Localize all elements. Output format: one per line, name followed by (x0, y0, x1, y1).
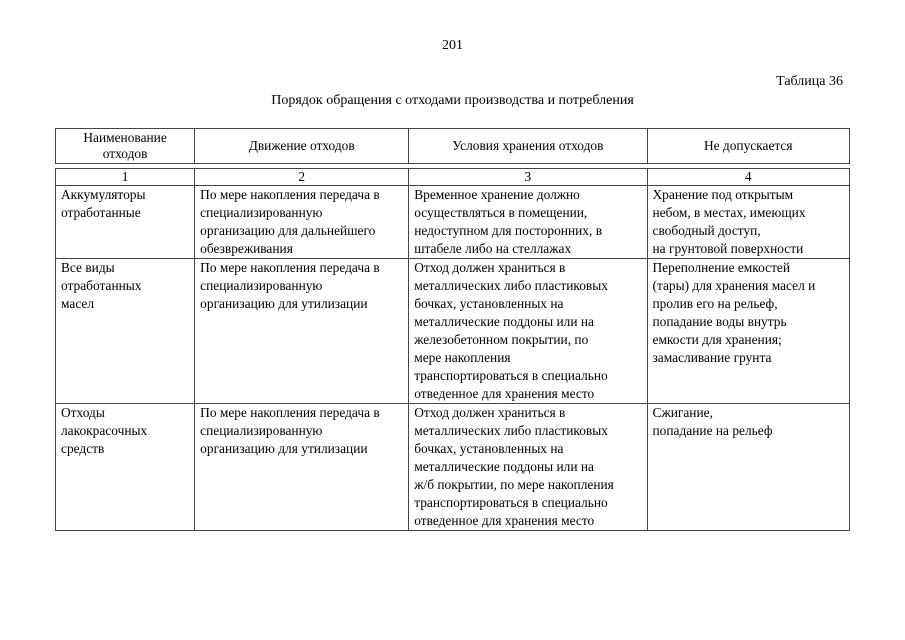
table-row-paints (56, 404, 850, 531)
cell-text-line: Движение отходов (248, 138, 355, 153)
cell-forbidden (647, 259, 849, 404)
cell-text-line: организацию для дальнейшего (200, 223, 376, 238)
cell-forbidden (647, 186, 849, 259)
cell-text-line: По мере накопления передача в (200, 187, 380, 202)
cell-text-line: транспортироваться в специально (414, 368, 608, 383)
cell-text-line: организацию для утилизации (200, 296, 368, 311)
cell-text-line: (тары) для хранения масел и (652, 278, 816, 293)
cell-text-line: отработанные (61, 205, 141, 220)
cell-text-line: отработанных (61, 278, 142, 293)
cell-text-line: отходов (102, 146, 148, 161)
cell-text-line: попадание воды внутрь (652, 314, 787, 329)
header-cell-movement (195, 129, 409, 164)
cell-text-line: транспортироваться в специально (414, 495, 608, 510)
cell-forbidden (647, 404, 849, 531)
cell-text-line: пролив его на рельеф, (652, 296, 778, 311)
cell-text-line: масел (61, 296, 95, 311)
cell-movement (195, 259, 409, 404)
cell-text-line: Отход должен храниться в (414, 260, 566, 275)
cell-text-line: Аккумуляторы (61, 187, 146, 202)
cell-text-line: По мере накопления передача в (200, 405, 380, 420)
table-title: Порядок обращения с отходами производства и потребления (271, 93, 634, 108)
table-row-oils (56, 259, 850, 404)
header-cell-name (56, 129, 195, 164)
cell-text-line: Временное хранение должно (414, 187, 580, 202)
cell-text-line: осуществляться в помещении, (414, 205, 588, 220)
cell-text-line: Не допускается (703, 138, 793, 153)
cell-text-line: Сжигание, (652, 405, 713, 420)
cell-text-line: на грунтовой поверхности (652, 241, 804, 256)
cell-text-line: Все виды (61, 260, 115, 275)
cell-text-line: Хранение под открытым (652, 187, 794, 202)
cell-text-line: специализированную (200, 205, 323, 220)
page-number: 201 (442, 38, 463, 53)
cell-text-line: Условия хранения отходов (452, 138, 604, 153)
cell-text-line: металлических либо пластиковых (414, 423, 608, 438)
cell-text-line: Отходы (61, 405, 105, 420)
cell-name (56, 259, 195, 404)
cell-text-line: ж/б покрытии, по мере накопления (414, 477, 614, 492)
cell-text-line: Наименование (83, 130, 167, 145)
column-number-3: 3 (409, 169, 647, 186)
cell-text-line: специализированную (200, 278, 323, 293)
header-row (56, 129, 850, 164)
column-number-4: 4 (647, 169, 849, 186)
table-body (55, 168, 850, 531)
cell-text-line: замасливание грунта (652, 350, 772, 365)
cell-text-line: емкости для хранения; (652, 332, 782, 347)
cell-text-line: недоступном для посторонних, в (414, 223, 603, 238)
cell-text-line: свободный доступ, (652, 223, 761, 238)
cell-text-line: попадание на рельеф (652, 423, 773, 438)
cell-text-line: штабеле либо на стеллажах (414, 241, 572, 256)
cell-text-line: Отход должен храниться в (414, 405, 566, 420)
cell-text-line: металлические поддоны или на (414, 459, 594, 474)
table-row-batteries (56, 186, 850, 259)
cell-text-line: обезвреживания (200, 241, 293, 256)
cell-movement (195, 186, 409, 259)
cell-name (56, 186, 195, 259)
column-number-1: 1 (56, 169, 195, 186)
cell-text-line: металлические поддоны или на (414, 314, 594, 329)
cell-movement (195, 404, 409, 531)
cell-text-line: Переполнение емкостей (652, 260, 791, 275)
cell-text-line: мере накопления (414, 350, 511, 365)
cell-text-line: По мере накопления передача в (200, 260, 380, 275)
header-cell-storage (409, 129, 647, 164)
cell-text-line: бочках, установленных на (414, 296, 564, 311)
cell-storage (409, 259, 647, 404)
cell-text-line: лакокрасочных (61, 423, 148, 438)
table-label: Таблица 36 (776, 74, 843, 89)
cell-name (56, 404, 195, 531)
cell-text-line: небом, в местах, имеющих (652, 205, 806, 220)
cell-text-line: бочках, установленных на (414, 441, 564, 456)
column-number-2: 2 (195, 169, 409, 186)
cell-text-line: отведенное для хранения место (414, 513, 595, 528)
table-header (55, 128, 850, 164)
cell-storage (409, 404, 647, 531)
cell-text-line: специализированную (200, 423, 323, 438)
cell-storage (409, 186, 647, 259)
cell-text-line: организацию для утилизации (200, 441, 368, 456)
cell-text-line: железобетонном покрытии, по (414, 332, 589, 347)
cell-text-line: отведенное для хранения место (414, 386, 595, 401)
header-cell-forbidden (647, 129, 849, 164)
cell-text-line: средств (61, 441, 105, 456)
column-number-row (56, 169, 850, 186)
cell-text-line: металлических либо пластиковых (414, 278, 608, 293)
